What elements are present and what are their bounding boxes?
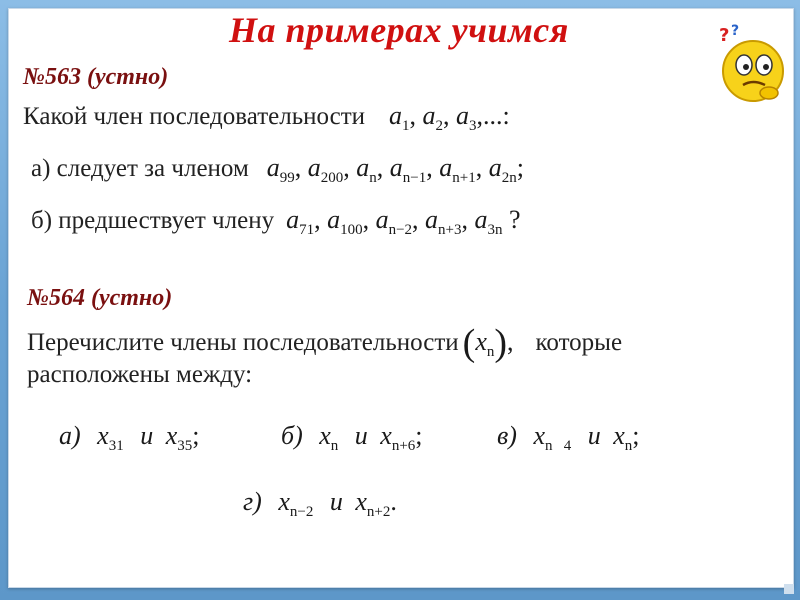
part-b-term: $a_{3n}$ ? [474, 205, 521, 238]
part-b-term: $a_{71}$, [286, 205, 321, 238]
part-a-term: $a_{99}$, [266, 153, 302, 186]
part-a-term: $a_{2n}$; [488, 153, 524, 186]
part-b-terms [286, 205, 521, 238]
svg-text:?: ? [731, 23, 740, 39]
item-label: б) [281, 421, 303, 450]
sequence-term: $a_3$,...: [456, 101, 510, 134]
item-v: в) $x_{n 4}$ и $x_n$; [497, 421, 640, 454]
exercise-564-heading: №564 (устно) [27, 285, 173, 311]
slide-title: На примерах учимся [229, 10, 569, 50]
part-b-term: $a_{n-2}$, [375, 205, 419, 238]
part-a-term: $a_{200}$, [307, 153, 350, 186]
sequence-notation: $(x_n)$, [462, 322, 514, 364]
part-b-label: б) предшествует члену [31, 207, 275, 234]
exercise-563-heading: №563 (устно) [23, 64, 169, 90]
slide-panel [8, 8, 794, 588]
corner-mark [784, 584, 794, 594]
part-a-line [31, 153, 524, 187]
item-label: в) [497, 421, 517, 450]
part-a-term: $a_{n+1}$, [439, 153, 483, 186]
item-b: б) $x_n$ и $x_{n+6}$; [281, 421, 423, 454]
part-a-term: $a_n$, [356, 153, 384, 186]
svg-text:?: ? [719, 25, 730, 46]
exercise-564-line1 [27, 321, 622, 365]
part-a-label: а) следует за членом [31, 155, 249, 182]
part-a-term: $a_{n-1}$, [389, 153, 433, 186]
part-a-terms [266, 153, 524, 186]
exercise-564-line2: расположены между: [27, 361, 253, 388]
sequence-term: $a_2$, [422, 101, 450, 134]
exercise-564-prompt-end: которые [535, 329, 623, 356]
exercise-563-question: Какой член последовательности [23, 103, 366, 130]
sequence-term: $a_1$, [389, 101, 417, 134]
exercise-563-question-line [23, 101, 510, 135]
part-b-line [31, 205, 521, 239]
part-b-term: $a_{n+3}$, [425, 205, 469, 238]
item-a: а) $x_{31}$ и $x_{35}$; [59, 421, 200, 454]
exercise-564-prompt: Перечислите члены последовательности [27, 329, 459, 356]
thinking-smiley-icon [709, 21, 797, 111]
item-label: г) [243, 487, 262, 516]
part-b-term: $a_{100}$, [327, 205, 370, 238]
item-g: г) $x_{n-2}$ и $x_{n+2}$. [243, 487, 397, 520]
item-label: а) [59, 421, 81, 450]
sequence-terms [389, 101, 510, 134]
